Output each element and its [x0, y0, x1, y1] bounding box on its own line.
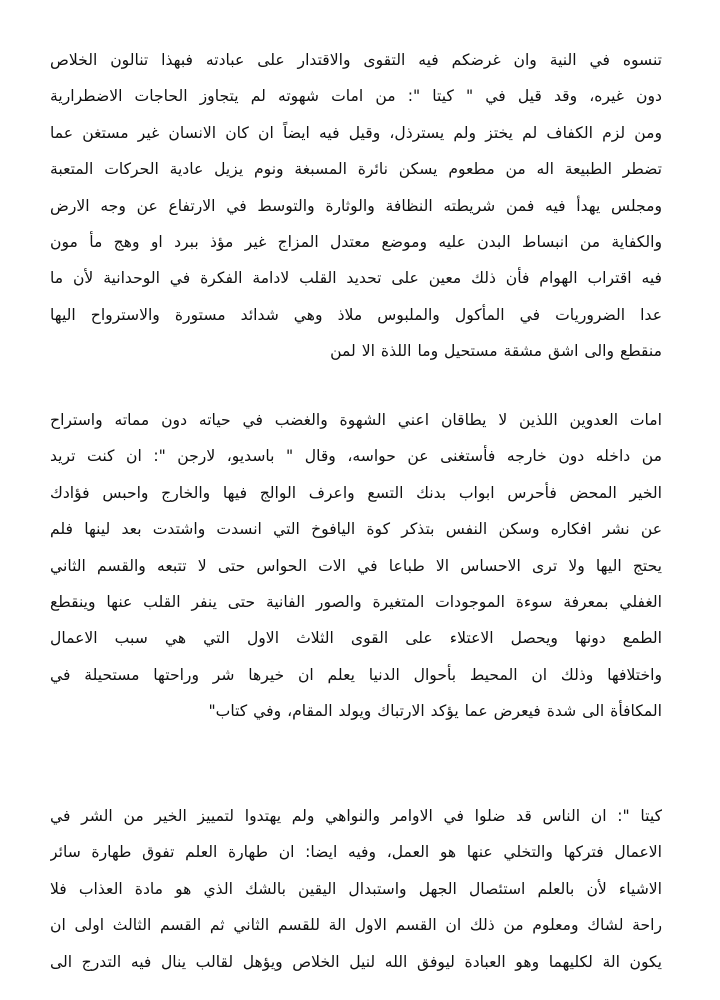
- text-line: تضطر الطبيعة اله من مطعوم يسكن نائرة المسبغة ونوم يزيل عادية الحركات المتعبة: [50, 160, 662, 179]
- text-line: عدا الضروريات في المأكول والملبوس ملاذ وهي شدائد مستورة والاسترواح اليها: [50, 305, 662, 324]
- paragraph-3: [50, 798, 662, 980]
- text-line: امات العدوين اللذين لا يطاقان اعني الشهوة والغضب في حياته دون مماته واستراح: [50, 411, 662, 429]
- text-line: يكون الة لكليهما وهو العبادة ليوفق الله لنيل الخلاص ويؤهل لقالب ينال فيه التدرج الى: [50, 952, 662, 971]
- text-line: ومن لزم الكفاف لم يختز ولم يسترذل، وقيل فيه ايضاً ان كان الانسان غير مستغن عما: [50, 123, 662, 142]
- text-line: دون غيره، وقد قيل في " كيتا ": من امات شهوته لم يتجاوز الحاجات الاضطرارية: [50, 87, 662, 106]
- text-line: الطمع دونها ويحصل الاعتلاء على القوى الثلاث الاول التي هي سبب الاعمال: [50, 629, 662, 648]
- text-line: والكفاية من انبساط البدن عليه وموضع معتدل المزاج غير مؤذ ببرد او وهج مأ مون: [50, 232, 662, 251]
- text-line: الاعمال فتركها والتخلي عنها هو العمل، وفيه ايضا: ان طهارة العلم تفوق طهارة سائر: [50, 843, 662, 862]
- text-line: فيه اقتراب الهوام فأن ذلك معين على تحديد القلب لادامة الفكرة في الوحدانية لأن ما: [50, 269, 662, 288]
- paragraph-2: [50, 402, 662, 730]
- text-line: عن نشر افكاره وسكن النفس بتذكر كوة اليافوخ التي انسدت واشتدت بعد لينها فلم: [50, 520, 662, 539]
- text-line: تنسوه في النية وان غرضكم فيه التقوى والاقتدار على عبادته فبهذا تنالون الخلاص: [50, 51, 662, 69]
- paragraph-1: [50, 42, 662, 370]
- text-line: راحة لشاك ومعلوم من ذلك ان القسم الاول الة للقسم الثاني ثم القسم الثالث اولى ان: [50, 916, 662, 935]
- text-line: من داخله دون خارجه فأستغنى عن حواسه، وقال " باسديو، لارجن ": ان كنت تريد: [50, 447, 662, 466]
- text-line: الاشياء لأن بالعلم استئصال الجهل واستبدال اليقين بالشك الذي هو مادة العذاب فلا: [50, 879, 662, 898]
- text-line: الخير المحض فأحرس ابواب بدنك التسع واعرف الوالج فيها والخارج واحبس فؤادك: [50, 483, 662, 502]
- text-line: المكافأة الى شدة فيعرض عما يؤكد الارتباك ويولد المقام، وفي كتاب": [208, 702, 662, 721]
- text-line: كيتا ": ان الناس قد ضلوا في الاوامر والنواهي ولم يهتدوا لتمييز الخير من الشر في: [50, 807, 662, 825]
- text-line: الغفلي بمعرفة سوءة الموجودات المتغيرة والصور الفانية حتى ينفر القلب عنها وينقطع: [50, 592, 662, 611]
- text-line: ومجلس يهدأ فيه فمن شريطته النظافة والوثارة والتوسط في الارتفاع عن وجه الارض: [50, 196, 662, 215]
- text-line: يحتج اليها ولا ترى الاحساس الا طباعا في الات الحواس حتى لا تتبعه والقسم الثاني: [50, 556, 662, 575]
- text-line: منقطع والى اشق مشقة مستحيل وما اللذة الا لمن: [330, 342, 662, 361]
- text-line: واختلافها وذلك ان المحيط بأحوال الدنيا يعلم ان خيرها شر وراحتها مستحيلة في: [50, 665, 662, 684]
